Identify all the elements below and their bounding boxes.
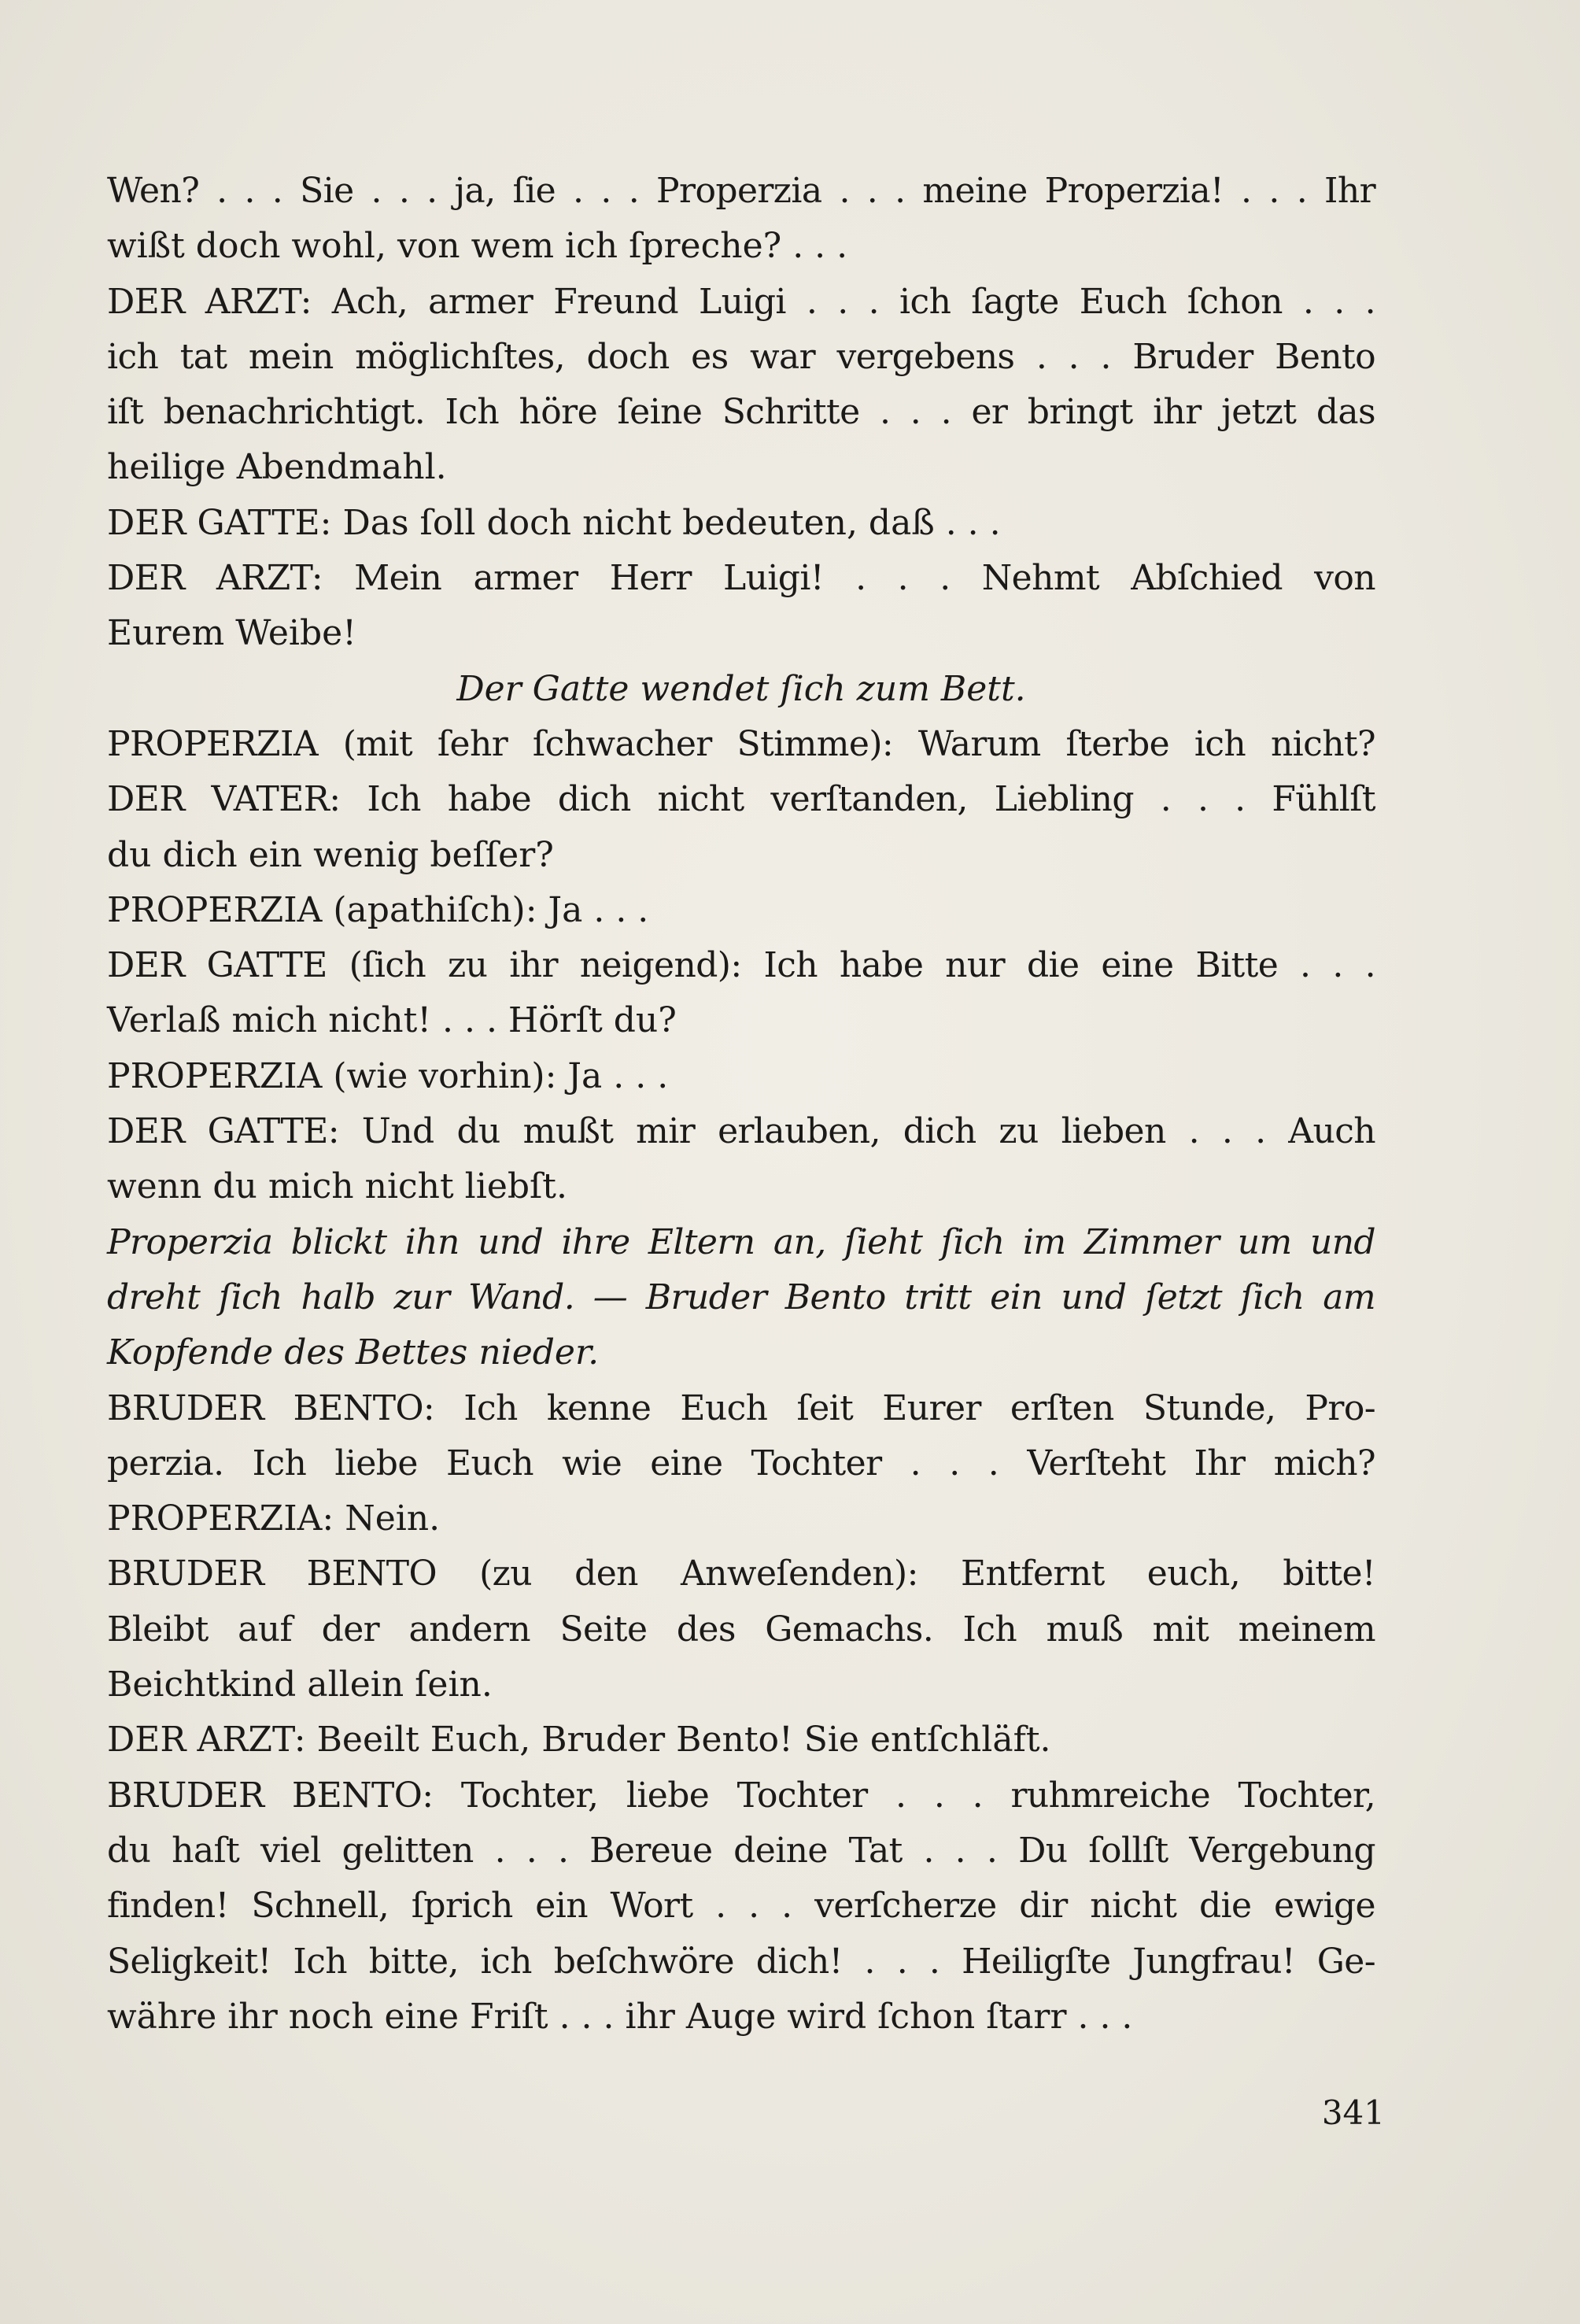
text-line: Bleibt auf der andern Seite des Gemachs. Ich muß mit meinem [107,1609,1375,1650]
text-line: ich tat mein möglichſtes, doch es war vergebens . . . Bruder Bento [107,336,1375,377]
text-line: PROPERZIA (wie vorhin): Ja . . . [107,1055,669,1096]
text-line: Seligkeit! Ich bitte, ich beſchwöre dich! . . . Heiligſte Jungfrau! Ge- [107,1941,1375,1982]
text-line: du haſt viel gelitten . . . Bereue deine Tat . . . Du ſollſt Vergebung [107,1830,1375,1871]
text-line: DER GATTE: Und du mußt mir erlauben, dich zu lieben . . . Auch [107,1111,1375,1152]
text-line: iſt benachrichtigt. Ich höre ſeine Schritte . . . er bringt ihr jetzt das [107,392,1375,433]
text-line: PROPERZIA (mit ſehr ſchwacher Stimme): Warum ſterbe ich nicht? [107,723,1375,764]
text-line: DER ARZT: Beeilt Euch, Bruder Bento! Sie entſchläft. [107,1720,1051,1761]
text-line: PROPERZIA (apathiſch): Ja . . . [107,889,649,930]
text-line: BRUDER BENTO: Ich kenne Euch ſeit Eurer erſten Stunde, Pro- [107,1387,1375,1428]
stage-direction: Properzia blickt ihn und ihre Eltern an, ſieht ſich im Zimmer um und [107,1221,1375,1262]
text-line: BRUDER BENTO: Tochter, liebe Tochter . . . ruhmreiche Tochter, [107,1775,1375,1816]
text-line: heilige Abendmahl. [107,447,447,488]
stage-direction: Kopfende des Bettes nieder. [107,1332,600,1373]
text-line: wißt doch wohl, von wem ich ſpreche? . . . [107,226,848,267]
text-line: PROPERZIA: Nein. [107,1498,441,1539]
text-line: DER VATER: Ich habe dich nicht verſtanden, Liebling . . . Fühlſt [107,779,1375,820]
text-line: Beichtkind allein ſein. [107,1664,493,1705]
text-line: finden! Schnell, ſprich ein Wort . . . verſcherze dir nicht die ewige [107,1886,1375,1927]
page-number: 341 [1321,2093,1385,2132]
text-line: DER GATTE (ſich zu ihr neigend): Ich habe nur die eine Bitte . . . [107,945,1375,986]
text-line: BRUDER BENTO (zu den Anweſenden): Entfernt euch, bitte! [107,1554,1375,1594]
text-line: perzia. Ich liebe Euch wie eine Tochter . . . Verſteht Ihr mich? [107,1443,1375,1483]
text-line: Wen? . . . Sie . . . ja, ſie . . . Properzia . . . meine Properzia! . . . Ihr [107,171,1375,211]
text-line: Verlaß mich nicht! . . . Hörſt du? [107,1000,677,1041]
text-line: DER ARZT: Mein armer Herr Luigi! . . . Nehmt Abſchied von [107,558,1375,599]
stage-direction: Der Gatte wendet ſich zum Bett. [456,668,1026,709]
text-line: du dich ein wenig beſſer? [107,834,554,875]
stage-direction: dreht ſich halb zur Wand. — Bruder Bento tritt ein und ſetzt ſich am [107,1277,1375,1317]
play-text [107,164,1375,2045]
text-line: DER GATTE: Das ſoll doch nicht bedeuten, daß . . . [107,502,1001,543]
text-line: währe ihr noch eine Friſt . . . ihr Auge wird ſchon ſtarr . . . [107,1996,1133,2037]
text-line: wenn du mich nicht liebſt. [107,1166,567,1207]
text-line: Eurem Weibe! [107,613,356,654]
text-line: DER ARZT: Ach, armer Freund Luigi . . . ich ſagte Euch ſchon . . . [107,281,1375,322]
